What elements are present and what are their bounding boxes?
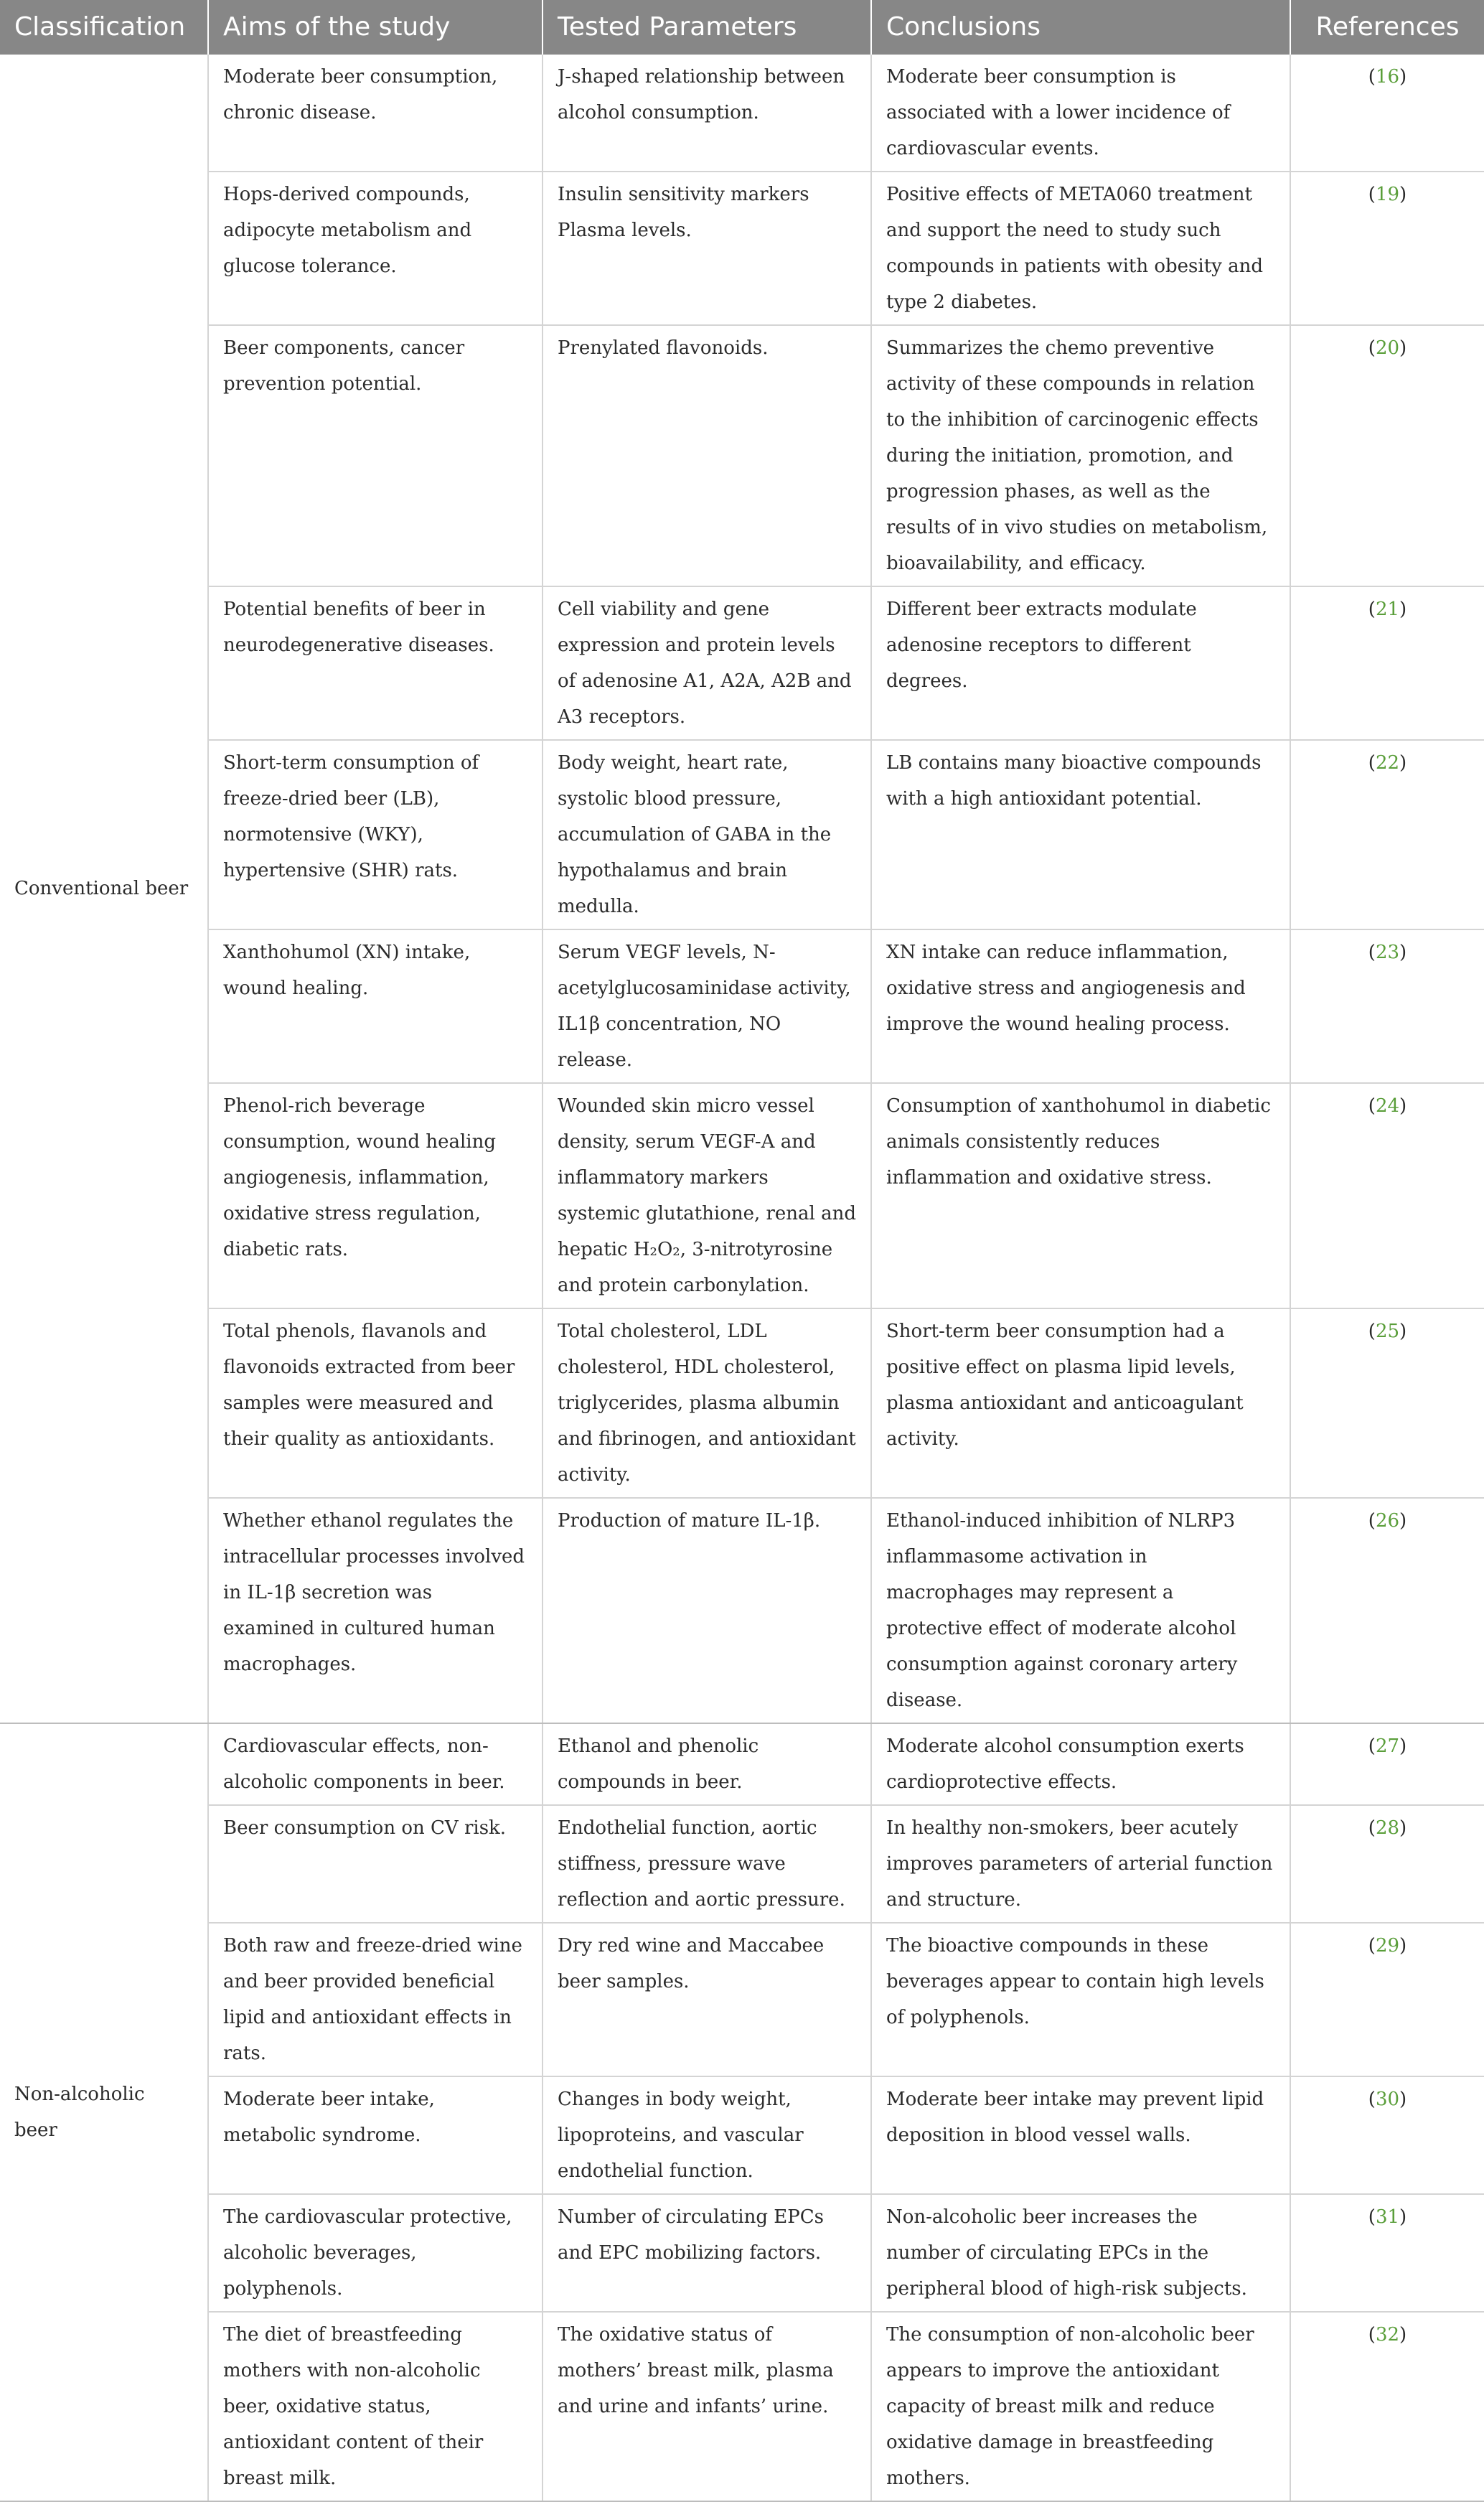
- reference-link[interactable]: 16: [1375, 66, 1400, 88]
- conclusions-cell: Different beer extracts modulate adenosine receptors to different degrees.: [871, 586, 1290, 740]
- reference-cell: [1290, 740, 1484, 929]
- conclusions-cell: Ethanol-induced inhibition of NLRP3 inflammasome activation in macrophages may represent a protective effect of moderate alcohol consumption against coronary artery disease.: [871, 1498, 1290, 1723]
- reference-cell: [1290, 586, 1484, 740]
- paren-close: ): [1399, 599, 1407, 620]
- paren-open: (: [1368, 337, 1376, 359]
- reference-link[interactable]: 22: [1375, 752, 1400, 774]
- aims-cell: Phenol-rich beverage consumption, wound healing angiogenesis, inflammation, oxidative stress regulation, diabetic rats.: [208, 1083, 543, 1308]
- aims-cell: Moderate beer consumption, chronic disease.: [208, 55, 543, 172]
- reference-link[interactable]: 24: [1375, 1095, 1400, 1117]
- aims-cell: Beer consumption on CV risk.: [208, 1805, 543, 1923]
- table-body: [0, 55, 1484, 2501]
- table-row: [0, 1723, 1484, 1805]
- parameters-cell: Wounded skin micro vessel density, serum VEGF-A and inflammatory markers systemic glutathione, renal and hepatic H₂O₂, 3-nitrotyrosine and protein carbonylation.: [543, 1083, 871, 1308]
- paren-open: (: [1368, 184, 1376, 205]
- reference-link[interactable]: 25: [1375, 1321, 1400, 1342]
- paren-open: (: [1368, 1817, 1376, 1839]
- header-aims: Aims of the study: [208, 0, 543, 55]
- paren-close: ): [1399, 337, 1407, 359]
- parameters-cell: The oxidative status of mothers’ breast milk, plasma and urine and infants’ urine.: [543, 2312, 871, 2501]
- paren-open: (: [1368, 752, 1376, 774]
- header-tested-parameters: Tested Parameters: [543, 0, 871, 55]
- table-row: [0, 2312, 1484, 2501]
- reference-cell: [1290, 1308, 1484, 1498]
- conclusions-cell: Consumption of xanthohumol in diabetic animals consistently reduces inflammation and oxidative stress.: [871, 1083, 1290, 1308]
- conclusions-cell: Summarizes the chemo preventive activity of these compounds in relation to the inhibition of carcinogenic effects during the initiation, promotion, and progression phases, as well as the results of in vivo studies on metabolism, bioavailability, and efficacy.: [871, 325, 1290, 586]
- paren-close: ): [1399, 2089, 1407, 2110]
- paren-close: ): [1399, 942, 1407, 963]
- paren-close: ): [1399, 2206, 1407, 2228]
- reference-cell: [1290, 55, 1484, 172]
- reference-cell: [1290, 1723, 1484, 1805]
- paren-close: ): [1399, 1321, 1407, 1342]
- reference-link[interactable]: 31: [1375, 2206, 1400, 2228]
- conclusions-cell: The consumption of non-alcoholic beer appears to improve the antioxidant capacity of breast milk and reduce oxidative damage in breastfeeding mothers.: [871, 2312, 1290, 2501]
- reference-link[interactable]: 29: [1375, 1935, 1400, 1957]
- parameters-cell: Serum VEGF levels, N-acetylglucosaminidase activity, IL1β concentration, NO release.: [543, 929, 871, 1083]
- aims-cell: Xanthohumol (XN) intake, wound healing.: [208, 929, 543, 1083]
- reference-cell: [1290, 172, 1484, 325]
- aims-cell: Potential benefits of beer in neurodegenerative diseases.: [208, 586, 543, 740]
- paren-close: ): [1399, 1510, 1407, 1532]
- reference-cell: [1290, 1083, 1484, 1308]
- classification-cell: Conventional beer: [0, 55, 208, 1723]
- paren-open: (: [1368, 66, 1376, 88]
- paren-open: (: [1368, 2089, 1376, 2110]
- parameters-cell: J-shaped relationship between alcohol consumption.: [543, 55, 871, 172]
- paren-close: ): [1399, 1735, 1407, 1757]
- aims-cell: Whether ethanol regulates the intracellular processes involved in IL-1β secretion was examined in cultured human macrophages.: [208, 1498, 543, 1723]
- parameters-cell: Number of circulating EPCs and EPC mobilizing factors.: [543, 2194, 871, 2312]
- table-row: [0, 740, 1484, 929]
- classification-cell: Non-alcoholic beer: [0, 1723, 208, 2501]
- table-row: [0, 2076, 1484, 2194]
- paren-open: (: [1368, 1735, 1376, 1757]
- aims-cell: Short-term consumption of freeze-dried beer (LB), normotensive (WKY), hypertensive (SHR) rats.: [208, 740, 543, 929]
- table-row: [0, 586, 1484, 740]
- aims-cell: Both raw and freeze-dried wine and beer provided beneficial lipid and antioxidant effects in rats.: [208, 1923, 543, 2076]
- reference-cell: [1290, 1923, 1484, 2076]
- reference-cell: [1290, 929, 1484, 1083]
- table-row: [0, 55, 1484, 172]
- aims-cell: Total phenols, flavanols and flavonoids extracted from beer samples were measured and their quality as antioxidants.: [208, 1308, 543, 1498]
- paren-close: ): [1399, 752, 1407, 774]
- conclusions-cell: Moderate beer consumption is associated with a lower incidence of cardiovascular events.: [871, 55, 1290, 172]
- paren-open: (: [1368, 1321, 1376, 1342]
- paren-open: (: [1368, 599, 1376, 620]
- reference-link[interactable]: 28: [1375, 1817, 1400, 1839]
- paren-close: ): [1399, 66, 1407, 88]
- reference-cell: [1290, 325, 1484, 586]
- reference-cell: [1290, 2076, 1484, 2194]
- reference-cell: [1290, 2194, 1484, 2312]
- conclusions-cell: Moderate beer intake may prevent lipid deposition in blood vessel walls.: [871, 2076, 1290, 2194]
- aims-cell: Beer components, cancer prevention potential.: [208, 325, 543, 586]
- parameters-cell: Changes in body weight, lipoproteins, and vascular endothelial function.: [543, 2076, 871, 2194]
- table-row: [0, 2194, 1484, 2312]
- reference-link[interactable]: 23: [1375, 942, 1400, 963]
- header-conclusions: Conclusions: [871, 0, 1290, 55]
- parameters-cell: Ethanol and phenolic compounds in beer.: [543, 1723, 871, 1805]
- paren-open: (: [1368, 2206, 1376, 2228]
- parameters-cell: Dry red wine and Maccabee beer samples.: [543, 1923, 871, 2076]
- aims-cell: Cardiovascular effects, non-alcoholic components in beer.: [208, 1723, 543, 1805]
- paren-open: (: [1368, 1510, 1376, 1532]
- parameters-cell: Total cholesterol, LDL cholesterol, HDL cholesterol, triglycerides, plasma albumin and fibrinogen, and antioxidant activity.: [543, 1308, 871, 1498]
- paren-close: ): [1399, 1935, 1407, 1957]
- conclusions-cell: LB contains many bioactive compounds with a high antioxidant potential.: [871, 740, 1290, 929]
- conclusions-cell: Non-alcoholic beer increases the number of circulating EPCs in the peripheral blood of high-risk subjects.: [871, 2194, 1290, 2312]
- paren-close: ): [1399, 184, 1407, 205]
- table-row: [0, 1498, 1484, 1723]
- paren-open: (: [1368, 942, 1376, 963]
- table-row: [0, 1923, 1484, 2076]
- paren-close: ): [1399, 1817, 1407, 1839]
- reference-link[interactable]: 30: [1375, 2089, 1400, 2110]
- parameters-cell: Production of mature IL-1β.: [543, 1498, 871, 1723]
- conclusions-cell: In healthy non-smokers, beer acutely improves parameters of arterial function and structure.: [871, 1805, 1290, 1923]
- parameters-cell: Endothelial function, aortic stiffness, pressure wave reflection and aortic pressure.: [543, 1805, 871, 1923]
- table-row: [0, 325, 1484, 586]
- table-row: [0, 1083, 1484, 1308]
- paren-open: (: [1368, 1935, 1376, 1957]
- reference-link[interactable]: 26: [1375, 1510, 1400, 1532]
- paren-open: (: [1368, 1095, 1376, 1117]
- aims-cell: Moderate beer intake, metabolic syndrome.: [208, 2076, 543, 2194]
- header-references: References: [1290, 0, 1484, 55]
- reference-cell: [1290, 2312, 1484, 2501]
- parameters-cell: Prenylated flavonoids.: [543, 325, 871, 586]
- parameters-cell: Cell viability and gene expression and protein levels of adenosine A1, A2A, A2B and A3 receptors.: [543, 586, 871, 740]
- conclusions-cell: The bioactive compounds in these beverages appear to contain high levels of polyphenols.: [871, 1923, 1290, 2076]
- reference-link[interactable]: 21: [1375, 599, 1400, 620]
- conclusions-cell: Moderate alcohol consumption exerts cardioprotective effects.: [871, 1723, 1290, 1805]
- paren-close: ): [1399, 1095, 1407, 1117]
- table-header: [0, 0, 1484, 55]
- reference-link[interactable]: 32: [1375, 2324, 1400, 2346]
- reference-cell: [1290, 1805, 1484, 1923]
- reference-link[interactable]: 20: [1375, 337, 1400, 359]
- aims-cell: The cardiovascular protective, alcoholic beverages, polyphenols.: [208, 2194, 543, 2312]
- reference-link[interactable]: 27: [1375, 1735, 1400, 1757]
- reference-link[interactable]: 19: [1375, 184, 1400, 205]
- table-row: [0, 172, 1484, 325]
- aims-cell: Hops-derived compounds, adipocyte metabolism and glucose tolerance.: [208, 172, 543, 325]
- header-classification: Classification: [0, 0, 208, 55]
- conclusions-cell: Positive effects of META060 treatment and support the need to study such compounds in patients with obesity and type 2 diabetes.: [871, 172, 1290, 325]
- aims-cell: The diet of breastfeeding mothers with non-alcoholic beer, oxidative status, antioxidant content of their breast milk.: [208, 2312, 543, 2501]
- table-row: [0, 1805, 1484, 1923]
- table-row: [0, 1308, 1484, 1498]
- parameters-cell: Insulin sensitivity markers Plasma levels.: [543, 172, 871, 325]
- conclusions-cell: XN intake can reduce inflammation, oxidative stress and angiogenesis and improve the wound healing process.: [871, 929, 1290, 1083]
- parameters-cell: Body weight, heart rate, systolic blood pressure, accumulation of GABA in the hypothalamus and brain medulla.: [543, 740, 871, 929]
- paren-close: ): [1399, 2324, 1407, 2346]
- conclusions-cell: Short-term beer consumption had a positive effect on plasma lipid levels, plasma antioxidant and anticoagulant activity.: [871, 1308, 1290, 1498]
- reference-cell: [1290, 1498, 1484, 1723]
- table-row: [0, 929, 1484, 1083]
- paren-open: (: [1368, 2324, 1376, 2346]
- header-row: [0, 0, 1484, 55]
